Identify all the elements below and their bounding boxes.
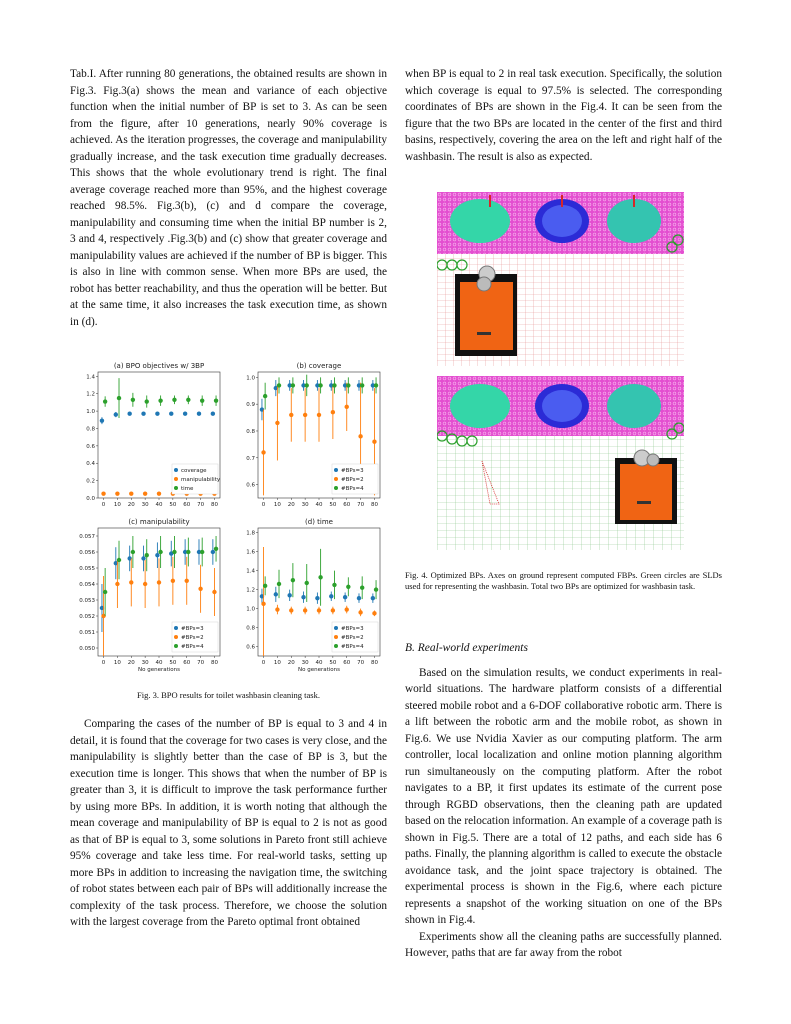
legend-label: #BPs=2 [181, 635, 204, 641]
data-point [100, 418, 104, 422]
data-point [158, 398, 162, 402]
data-point [372, 440, 376, 444]
x-tick-label: 10 [113, 660, 121, 666]
y-tick-label: 0.053 [79, 598, 95, 604]
data-point [212, 590, 216, 594]
legend-marker [334, 635, 338, 639]
legend-marker [174, 468, 178, 472]
data-point [303, 608, 307, 612]
legend-marker [174, 486, 178, 490]
data-point [318, 383, 322, 387]
data-point [129, 580, 133, 584]
data-point [172, 550, 176, 554]
legend-label: #BPs=4 [341, 644, 364, 650]
fig3-caption: Fig. 3. BPO results for toilet washbasin cleaning task. [137, 690, 320, 700]
data-point [305, 581, 309, 585]
data-point [157, 580, 161, 584]
x-tick-label: 50 [169, 660, 177, 666]
x-tick-label: 80 [210, 660, 218, 666]
y-tick-label: 0.057 [79, 534, 95, 540]
data-point [141, 412, 145, 416]
data-point [214, 398, 218, 402]
data-point [360, 586, 364, 590]
data-point [141, 556, 145, 560]
data-point [346, 383, 350, 387]
y-tick-label: 1.2 [86, 391, 95, 398]
right-column-bottom [405, 632, 722, 962]
legend-marker [174, 626, 178, 630]
y-tick-label: 0.051 [79, 630, 95, 636]
data-point [291, 578, 295, 582]
x-tick-label: 10 [273, 660, 281, 666]
data-point [358, 610, 362, 614]
data-point [331, 410, 335, 414]
data-point [329, 594, 333, 598]
x-tick-label: 60 [183, 660, 191, 666]
chart-d-svg [236, 514, 386, 682]
data-point [145, 399, 149, 403]
data-point [169, 412, 173, 416]
y-tick-label: 0.4 [86, 461, 95, 468]
data-point [185, 579, 189, 583]
data-point [374, 587, 378, 591]
data-point [372, 611, 376, 615]
legend-label: #BPs=2 [341, 635, 364, 641]
x-tick-label: 0 [101, 502, 106, 508]
data-point [301, 595, 305, 599]
y-tick-label: 0.055 [79, 566, 95, 572]
data-point [200, 398, 204, 402]
data-point [346, 585, 350, 589]
data-point [277, 383, 281, 387]
y-tick-label: 0.050 [79, 646, 95, 652]
legend-label: #BPs=3 [341, 468, 364, 474]
x-tick-label: 40 [155, 502, 163, 508]
legend-marker [334, 486, 338, 490]
data-point [211, 412, 215, 416]
legend-label: #BPs=3 [181, 626, 204, 632]
x-tick-label: 40 [155, 660, 163, 666]
y-tick-label: 0.6 [246, 644, 255, 651]
data-point [186, 550, 190, 554]
x-tick-label: 20 [127, 502, 135, 508]
data-point [317, 413, 321, 417]
right-column-top [405, 66, 722, 165]
data-point [214, 547, 218, 551]
x-tick-label: 20 [287, 502, 295, 508]
x-tick-label: 50 [329, 660, 337, 666]
y-tick-label: 0.056 [79, 550, 95, 556]
x-tick-label: 10 [273, 502, 281, 508]
legend-label: #BPs=3 [341, 626, 364, 632]
left-column-bottom [70, 716, 387, 931]
data-point [114, 412, 118, 416]
data-point [358, 434, 362, 438]
data-point [157, 491, 161, 495]
data-point [275, 421, 279, 425]
data-point [131, 550, 135, 554]
x-tick-label: 30 [301, 660, 309, 666]
paragraph-results: Experiments show all the cleaning paths are successfully planned. However, paths that are far away from the robot [405, 930, 722, 959]
data-point [289, 413, 293, 417]
y-tick-label: 1.2 [246, 587, 255, 594]
data-point [261, 450, 265, 454]
data-point [117, 558, 121, 562]
x-axis-label: No generations [297, 667, 341, 673]
y-tick-label: 0.052 [79, 614, 95, 620]
data-point [127, 412, 131, 416]
y-tick-label: 0.9 [246, 402, 255, 409]
y-tick-label: 1.4 [246, 568, 255, 575]
legend-marker [174, 635, 178, 639]
left-column-top [70, 66, 387, 330]
y-tick-label: 0.6 [246, 482, 255, 489]
data-point [158, 550, 162, 554]
x-tick-label: 70 [357, 660, 365, 666]
data-point [183, 412, 187, 416]
data-point [303, 413, 307, 417]
legend-label: manipulability [181, 477, 221, 483]
x-tick-label: 60 [183, 502, 191, 508]
paragraph-real-world: Based on the simulation results, we conduct experiments in real-world situations. The hardware platform consists of a differential steered mobile robot and a 6-DOF collaborative robotic arm. There is a lift between the robotic arm and the mobile robot, as shown in Fig.6. We use Nvidia Xavier as our computing platform. The arm controller, local localization and online motion planning algorithm run simultaneously on the computing platform. After the robot navigates to a BP, it first updates its estimate of the current pose through RGBD observations, then the cleaning path are updated based on the relocation information. An example of a coverage path is shown in Fig.5. There are a total of 12 paths, and each side has 6 paths. Finally, the planning algorithm is called to execute the obstacle avoidance task, and the joint space trajectory is obtained. The experimental process is shown in the Fig.6, where each picture represents a snapshot of the working situation on one of the BPs shown in Fig.4. [405, 666, 722, 926]
legend-label: #BPs=2 [341, 477, 364, 483]
data-point [171, 579, 175, 583]
y-tick-label: 0.7 [246, 455, 255, 462]
data-point [274, 592, 278, 596]
chart-c-svg [76, 514, 226, 682]
data-point [197, 412, 201, 416]
data-point [357, 596, 361, 600]
data-point [198, 587, 202, 591]
data-point [305, 383, 309, 387]
y-tick-label: 1.6 [246, 549, 255, 556]
x-tick-label: 30 [301, 502, 309, 508]
data-point [115, 582, 119, 586]
y-tick-label: 1.0 [246, 375, 255, 382]
chart-title: (d) time [305, 518, 333, 526]
data-point [277, 582, 281, 586]
y-tick-label: 1.0 [246, 606, 255, 613]
x-tick-label: 30 [141, 660, 149, 666]
chart-a-svg [76, 358, 226, 518]
data-point [145, 553, 149, 557]
data-point [117, 396, 121, 400]
x-tick-label: 60 [343, 502, 351, 508]
y-tick-label: 1.8 [246, 530, 255, 537]
data-point [263, 394, 267, 398]
data-point [129, 491, 133, 495]
fig3-panel-d [236, 514, 386, 682]
data-point [371, 596, 375, 600]
x-tick-label: 50 [169, 502, 177, 508]
data-point [360, 383, 364, 387]
legend-marker [334, 477, 338, 481]
x-tick-label: 10 [113, 502, 121, 508]
data-point [115, 491, 119, 495]
x-tick-label: 80 [370, 502, 378, 508]
legend-label: #BPs=4 [181, 644, 204, 650]
legend-marker [174, 644, 178, 648]
data-point [345, 607, 349, 611]
x-axis-label: No generations [137, 667, 181, 673]
y-tick-label: 0.0 [86, 496, 95, 502]
legend-label: time [181, 486, 194, 492]
fig3-panel-a [76, 358, 226, 518]
y-tick-label: 0.8 [246, 625, 255, 632]
chart-b-svg [236, 358, 386, 518]
legend-marker [334, 468, 338, 472]
data-point [343, 595, 347, 599]
x-tick-label: 50 [329, 502, 337, 508]
y-tick-label: 0.8 [86, 426, 95, 433]
x-tick-label: 60 [343, 660, 351, 666]
data-point [143, 582, 147, 586]
legend-marker [334, 626, 338, 630]
legend-label: coverage [181, 468, 207, 474]
data-point [317, 608, 321, 612]
data-point [200, 550, 204, 554]
y-tick-label: 0.054 [79, 582, 95, 588]
data-point [131, 398, 135, 402]
data-point [315, 596, 319, 600]
x-tick-label: 40 [315, 502, 323, 508]
data-point [332, 383, 336, 387]
x-tick-label: 40 [315, 660, 323, 666]
data-point [374, 383, 378, 387]
chart-title: (b) coverage [296, 362, 342, 370]
fig3-panel-c [76, 514, 226, 682]
x-tick-label: 20 [287, 660, 295, 666]
fig4-image-bottom [437, 376, 684, 557]
fig4-caption: Fig. 4. Optimized BPs. Axes on ground represent computed FBPs. Green circles are SLDs used for representing the washbasin. Total two BPs are optimized for washbasin task. [405, 570, 722, 591]
y-tick-label: 1.0 [86, 409, 95, 416]
data-point [331, 608, 335, 612]
data-point [291, 383, 295, 387]
x-tick-label: 30 [141, 502, 149, 508]
chart-title: (c) manipulability [128, 518, 190, 526]
data-point [103, 399, 107, 403]
data-point [275, 607, 279, 611]
legend-marker [334, 644, 338, 648]
x-tick-label: 0 [101, 660, 106, 666]
x-tick-label: 80 [370, 660, 378, 666]
x-tick-label: 0 [261, 502, 266, 508]
fig4-image-top [437, 192, 684, 377]
data-point [263, 584, 267, 588]
y-tick-label: 0.6 [86, 443, 95, 450]
fig3-panel-b [236, 358, 386, 518]
y-tick-label: 0.2 [86, 478, 95, 485]
data-point [287, 593, 291, 597]
x-tick-label: 0 [261, 660, 266, 666]
y-tick-label: 1.4 [86, 374, 95, 381]
paragraph-tab-results: Tab.I. After running 80 generations, the obtained results are shown in Fig.3. Fig.3(a) shows the mean and variance of each objective function when the initial number of BP is set to 3. As can be seen from the figure, after 10 generations, nearly 90% coverage is achieved. As the iteration progresses, the coverage and manipulability gradually increase, and the task execution time gradually decreases. This shows that the whole evolutionary trend is right. The final average coverage reached more than 95%, and the highest coverage reached 98.5%. Fig.3(b), (c) and d compare the coverage, manipulability and consuming time when the initial BP number is 2, 3 and 4, respectively .Fig.3(b) and (c) show that greater coverage and manipulability values are achieved if the number of BP is bigger. This is also in line with common sense. When more BPs are used, the robot has better reachability, and thus the operation will be better. But at the same time, it also increases the task execution time, as shown in (d). [70, 68, 387, 328]
data-point [318, 575, 322, 579]
data-point [345, 405, 349, 409]
data-point [101, 491, 105, 495]
paragraph-selected-solution: when BP is equal to 2 in real task execution. Specifically, the solution which coverage is equal to 97.5% is selected. The corresponding coordinates of BPs are shown in the Fig.4. It can be seen from the figure that the two BPs are located in the center of the first and third basins, respectively, covering the area on the left and right half of the washbasin. The result is also as expected. [405, 68, 722, 163]
data-point [211, 550, 215, 554]
simulation-bp1-image [437, 192, 684, 372]
x-tick-label: 70 [197, 660, 205, 666]
data-point [143, 491, 147, 495]
data-point [289, 608, 293, 612]
x-tick-label: 70 [197, 502, 205, 508]
data-point [155, 553, 159, 557]
x-tick-label: 80 [210, 502, 218, 508]
paragraph-comparison: Comparing the cases of the number of BP is equal to 3 and 4 in detail, it is found that the coverage for two cases is very close, and the manipulability is slightly better than the case of BP is 3, but the execution time is longer. This shows that when the number of BP is greater than 3, it is difficult to improve the task performance further by using more BPs. In addition, it is worth noting that although the mean coverage and manipulability of BP is equal to 2 is not as good as that of BP is equal to 3, some solutions in Pareto front still achieve 95% coverage and take less time. For real-world tasks, setting up more BPs in addition to increasing the navigation time, the switching of robot states between each pair of BPs will additionally increase the complexity of the task process. Therefore, we choose the solution with the largest coverage from the Pareto optimal front obtained [70, 718, 387, 928]
legend-marker [174, 477, 178, 481]
data-point [172, 398, 176, 402]
simulation-bp2-image [437, 376, 684, 552]
data-point [155, 412, 159, 416]
chart-title: (a) BPO objectives w/ 3BP [113, 362, 205, 370]
y-tick-label: 0.8 [246, 428, 255, 435]
section-heading: B. Real-world experiments [405, 642, 528, 654]
legend-label: #BPs=4 [341, 486, 364, 492]
data-point [261, 602, 265, 606]
data-point [103, 590, 107, 594]
data-point [332, 583, 336, 587]
data-point [186, 398, 190, 402]
x-tick-label: 20 [127, 660, 135, 666]
x-tick-label: 70 [357, 502, 365, 508]
